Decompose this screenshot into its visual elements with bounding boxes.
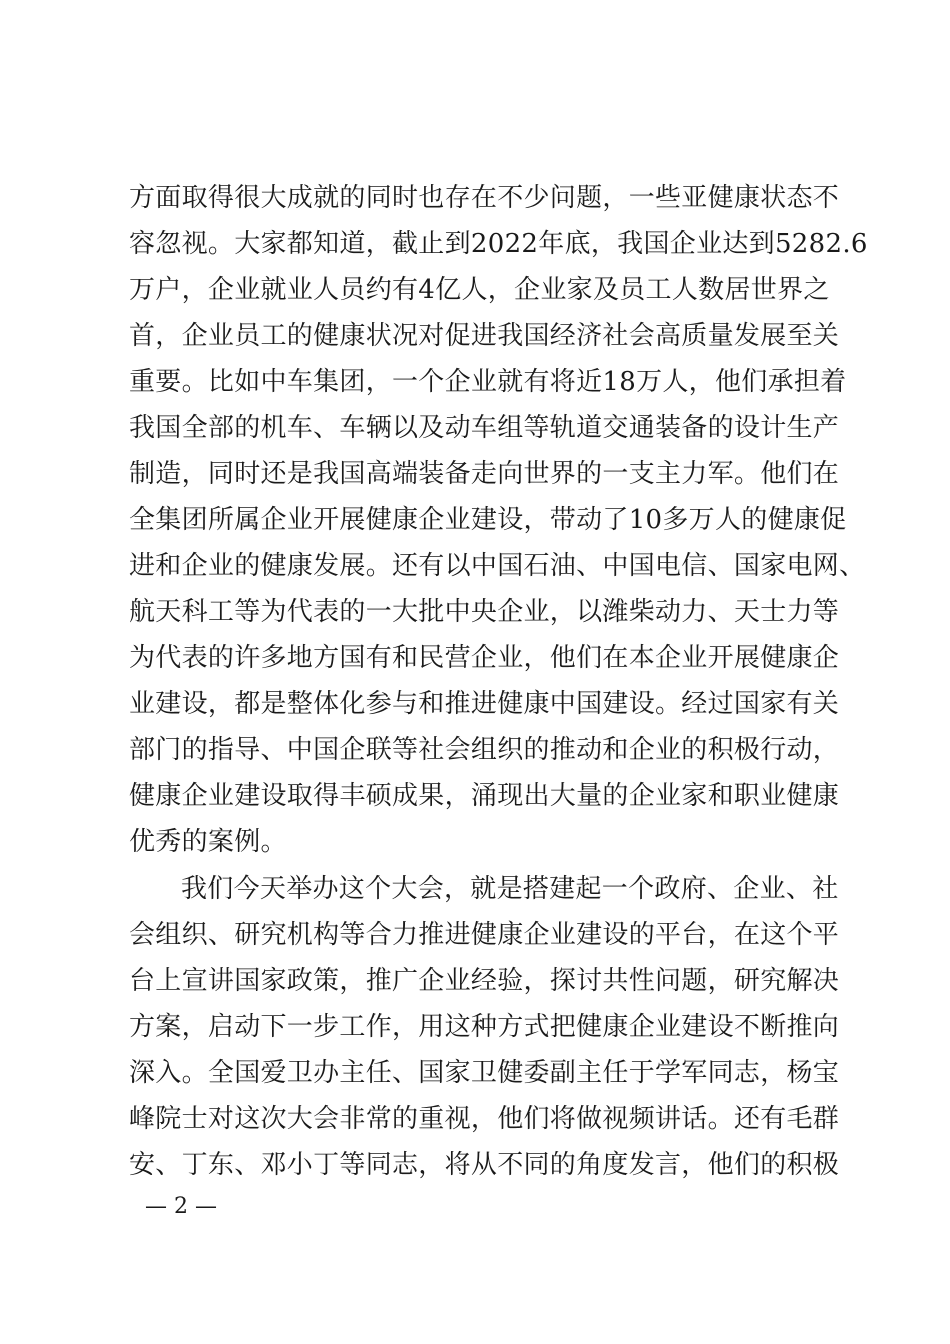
- text-line: 我们今天举办这个大会，就是搭建起一个政府、企业、社: [181, 874, 839, 904]
- text-line: 方案，启动下一步工作，用这种方式把健康企业建设不断推向: [129, 1012, 840, 1042]
- text-line: 全集团所属企业开展健康企业建设，带动了10多万人的健康促: [129, 505, 847, 535]
- text-line: 为代表的许多地方国有和民营企业，他们在本企业开展健康企: [129, 643, 840, 673]
- page-number: — 2 —: [145, 1194, 217, 1219]
- text-line: 进和企业的健康发展。还有以中国石油、中国电信、国家电网、: [129, 551, 866, 581]
- text-line: 方面取得很大成就的同时也存在不少问题，一些亚健康状态不: [129, 183, 840, 213]
- text-line: 峰院士对这次大会非常的重视，他们将做视频讲话。还有毛群: [129, 1104, 840, 1134]
- text-line: 会组织、研究机构等合力推进健康企业建设的平台，在这个平: [129, 920, 840, 950]
- text-line: 我国全部的机车、车辆以及动车组等轨道交通装备的设计生产: [129, 413, 840, 443]
- text-line: 航天科工等为代表的一大批中央企业，以潍柴动力、天士力等: [129, 597, 840, 627]
- text-line: 业建设，都是整体化参与和推进健康中国建设。经过国家有关: [129, 689, 840, 719]
- text-line: 容忽视。大家都知道，截止到2022年底，我国企业达到5282.6: [129, 229, 868, 259]
- text-line: 深入。全国爱卫办主任、国家卫健委副主任于学军同志，杨宝: [129, 1058, 840, 1088]
- text-line: 安、丁东、邓小丁等同志，将从不同的角度发言，他们的积极: [129, 1150, 840, 1180]
- text-line: 部门的指导、中国企联等社会组织的推动和企业的积极行动，: [129, 735, 840, 765]
- text-line: 优秀的案例。: [129, 827, 287, 857]
- text-line: 制造，同时还是我国高端装备走向世界的一支主力军。他们在: [129, 459, 840, 489]
- text-line: 台上宣讲国家政策，推广企业经验，探讨共性问题，研究解决: [129, 966, 840, 996]
- text-line: 首，企业员工的健康状况对促进我国经济社会高质量发展至关: [129, 321, 840, 351]
- text-line: 重要。比如中车集团，一个企业就有将近18万人，他们承担着: [129, 367, 847, 397]
- text-line: 健康企业建设取得丰硕成果，涌现出大量的企业家和职业健康: [129, 781, 840, 811]
- text-line: 万户，企业就业人员约有4亿人，企业家及员工人数居世界之: [129, 275, 830, 305]
